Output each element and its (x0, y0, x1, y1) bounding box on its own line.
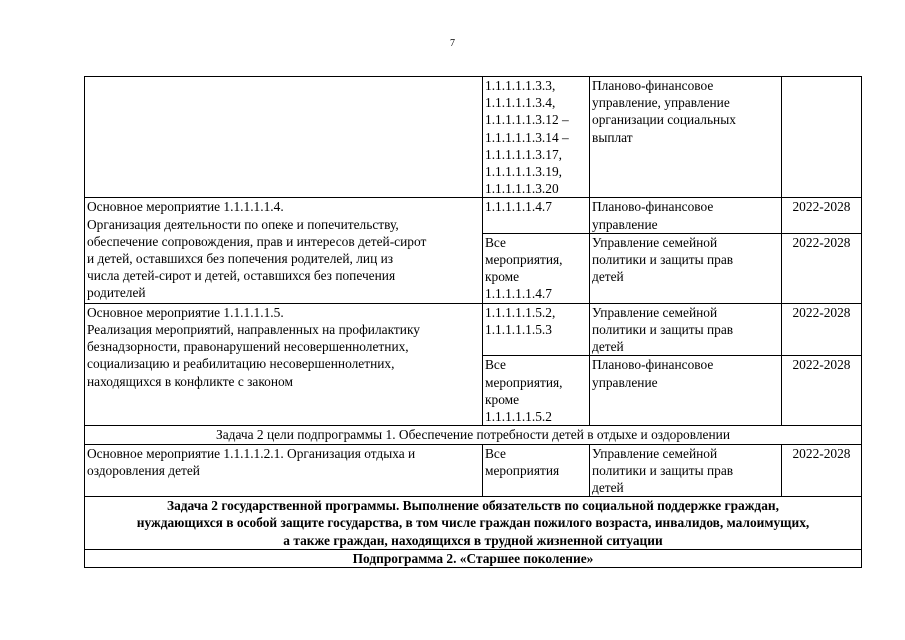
period-cell (782, 77, 862, 198)
activity-cell: Основное мероприятие 1.1.1.1.1.5. Реализация мероприятий, направленных на профилактику безнадзорности, правонарушений несовершеннолетних, социализацию и реабилитацию несовершеннолетних, находящихся в конфликте с законом (85, 303, 483, 426)
table-row (85, 198, 862, 233)
executor-cell: Планово-финансовое управление (590, 356, 782, 426)
table-row (85, 77, 862, 198)
table-row (85, 497, 862, 550)
activity-cell (85, 77, 483, 198)
table-row (85, 550, 862, 568)
codes-cell: 1.1.1.1.1.3.3, 1.1.1.1.1.3.4, 1.1.1.1.1.3.12 – 1.1.1.1.1.3.14 – 1.1.1.1.1.3.17, 1.1.1.1.1.3.19, 1.1.1.1.1.3.20 (483, 77, 590, 198)
executor-cell: Управление семейной политики и защиты прав детей (590, 303, 782, 356)
table-row (85, 426, 862, 444)
activity-cell: Основное мероприятие 1.1.1.1.2.1. Организация отдыха и оздоровления детей (85, 444, 483, 497)
codes-cell: 1.1.1.1.1.4.7 (483, 198, 590, 233)
period-cell: 2022-2028 (782, 233, 862, 303)
table-row (85, 303, 862, 356)
period-cell: 2022-2028 (782, 444, 862, 497)
codes-cell: Все мероприятия (483, 444, 590, 497)
activity-cell: Основное мероприятие 1.1.1.1.1.4. Организация деятельности по опеке и попечительству, обеспечение сопровождения, прав и интересов детей-сирот и детей, оставшихся без попечения родителей, лиц из числа детей-сирот и детей, оставшихся без попечения родителей (85, 198, 483, 303)
state-task-heading: Задача 2 государственной программы. Выполнение обязательств по социальной поддержке граждан, нуждающихся в особой защите государства, в том числе граждан пожилого возраста, инвалидов, малоимущих, а также граждан, находящихся в трудной жизненной ситуации (85, 497, 862, 550)
executor-cell: Управление семейной политики и защиты прав детей (590, 444, 782, 497)
executor-cell: Планово-финансовое управление (590, 198, 782, 233)
codes-cell: Все мероприятия, кроме 1.1.1.1.1.5.2 (483, 356, 590, 426)
page-number: 7 (450, 38, 455, 49)
period-cell: 2022-2028 (782, 198, 862, 233)
executor-cell: Планово-финансовое управление, управление организации социальных выплат (590, 77, 782, 198)
period-cell: 2022-2028 (782, 356, 862, 426)
table-row (85, 444, 862, 497)
codes-cell: 1.1.1.1.1.5.2, 1.1.1.1.1.5.3 (483, 303, 590, 356)
period-cell: 2022-2028 (782, 303, 862, 356)
program-table (84, 76, 862, 568)
subprogram-heading: Подпрограмма 2. «Старшее поколение» (85, 550, 862, 568)
codes-cell: Все мероприятия, кроме 1.1.1.1.1.4.7 (483, 233, 590, 303)
task-heading: Задача 2 цели подпрограммы 1. Обеспечение потребности детей в отдыхе и оздоровлении (85, 426, 862, 444)
executor-cell: Управление семейной политики и защиты прав детей (590, 233, 782, 303)
